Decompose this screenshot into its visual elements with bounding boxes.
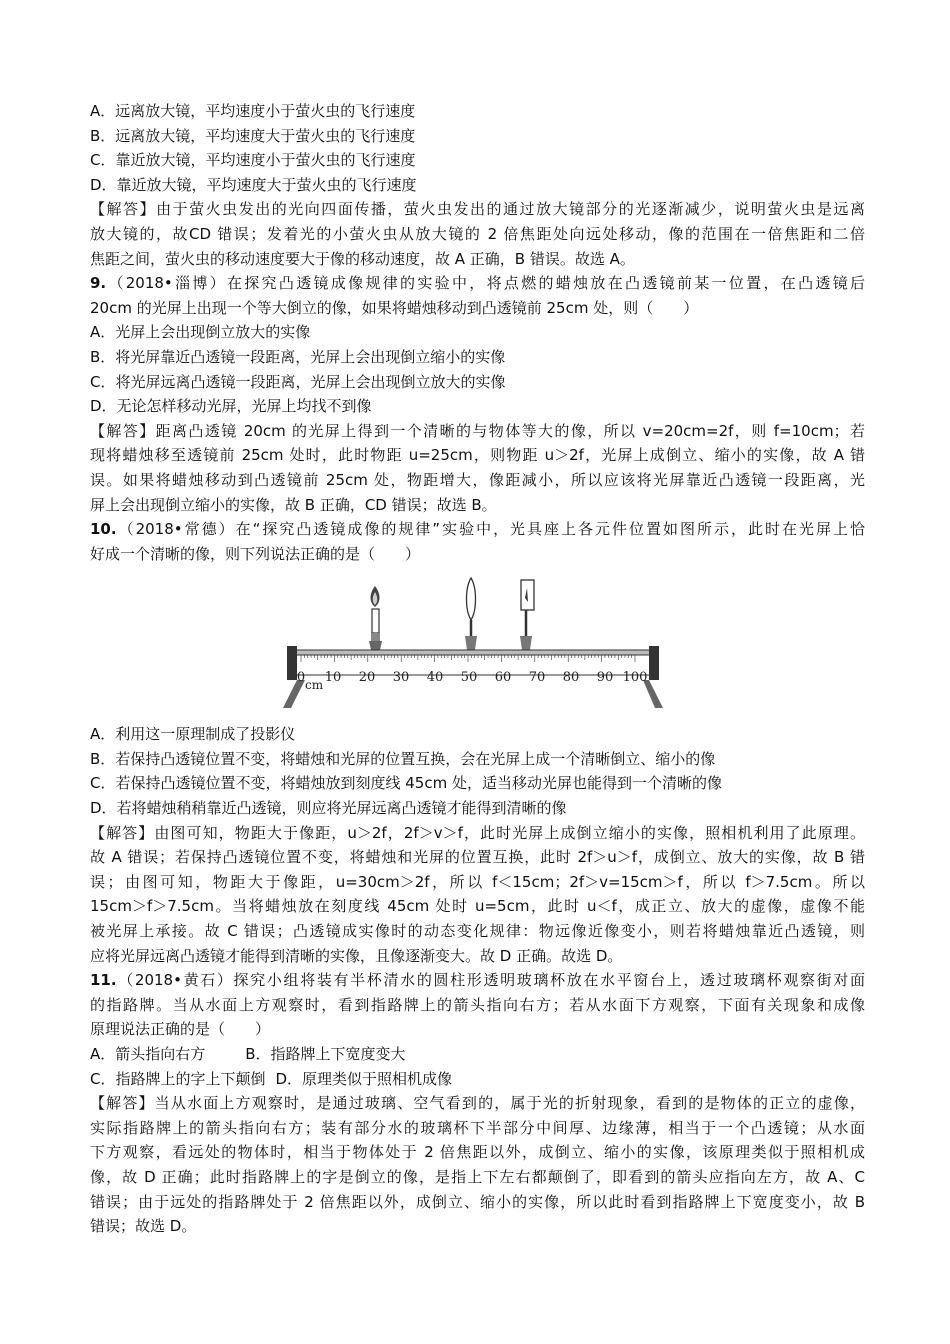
question-stem-line: 的指路牌。当从水面上方观察时，看到指路牌上的箭头指向右方；若从水面下方观察，下面有关现象和成像 bbox=[90, 995, 865, 1014]
option-d: D．无论怎样移动光屏，光屏上均找不到像 bbox=[90, 397, 372, 416]
question-8-options bbox=[90, 99, 865, 197]
tick-label: 30 bbox=[392, 670, 410, 686]
answer-line: 错误；由于远处的指路牌处于 2 倍焦距以外，成倒立、缩小的实像，所以此时看到指路牌上下宽度变小，故 B bbox=[90, 1192, 865, 1211]
ruler-unit: cm bbox=[305, 678, 324, 693]
question-stem-text: （2018•黄石）探究小组将装有半杯清水的圆柱形透明玻璃杯放在水平窗台上，透过玻璃杯观察街对面 bbox=[116, 971, 865, 990]
tick-label: 50 bbox=[460, 670, 478, 686]
tick-label: 70 bbox=[528, 670, 546, 686]
answer-line: 放大镜的，故CD 错误；发着光的小萤火虫从放大镜的 2 倍焦距处向远处移动，像的范围在一倍焦距和二倍 bbox=[90, 224, 865, 243]
document-page bbox=[90, 99, 865, 1239]
question-stem-text: （2018•常德）在“探究凸透镜成像的规律”实验中，光具座上各元件位置如图所示，此时在光屏上恰 bbox=[116, 520, 865, 539]
option-a: A．箭头指向右方 bbox=[90, 1045, 206, 1063]
answer-line: 实际指路牌上的箭头指向右方；装有部分水的玻璃杯下半部分中间厚、边缘薄，相当于一个凸透镜；从水面 bbox=[90, 1118, 865, 1137]
option-d: D．原理类似于照相机成像 bbox=[275, 1069, 453, 1088]
answer-line: 下方观察，看远处的物体时，相当于物体处于 2 倍焦距以外，成倒立、缩小的实像，该原理类似于照相机成 bbox=[90, 1143, 865, 1162]
question-stem-line bbox=[90, 271, 865, 296]
convex-lens bbox=[465, 578, 477, 650]
tick-label: 40 bbox=[426, 670, 444, 686]
question-number: 11. bbox=[90, 971, 117, 990]
question-11 bbox=[90, 968, 865, 1239]
question-number: 9. bbox=[90, 274, 107, 293]
option-c: C．指路牌上的字上下颠倒 bbox=[90, 1069, 266, 1088]
option-c: C．将光屏远离凸透镜一段距离，光屏上会出现倒立放大的实像 bbox=[90, 372, 506, 391]
answer-line: 【解答】距离凸透镜 20cm 的光屏上得到一个清晰的与物体等大的像，所以 v=20cm=2f，则 f=10cm；若 bbox=[90, 421, 865, 440]
answer-line: 误；由图可知，物距大于像距，u=30cm＞2f，所以 f＜15cm；2f＞v=15cm＞f，所以 f＞7.5cm。所以 bbox=[90, 872, 865, 891]
option-a: A．光屏上会出现倒立放大的实像 bbox=[90, 323, 311, 342]
answer-line: 【解答】当从水面上方观察时，是通过玻璃、空气看到的，属于光的折射现象，看到的是物体的正立的虚像， bbox=[90, 1094, 865, 1113]
tick-label: 100 bbox=[622, 670, 648, 686]
option-a: A．远离放大镜，平均速度小于萤火虫的飞行速度 bbox=[90, 102, 416, 120]
answer-line: 被光屏上承接。故 C 错误；凸透镜成实像时的动态变化规律：物远像近像变小，则若将蜡烛靠近凸透镜，则 bbox=[90, 922, 865, 941]
question-stem-line: 20cm 的光屏上出现一个等大倒立的像，如果将蜡烛移动到凸透镜前 25cm 处，则（ ） bbox=[90, 298, 699, 317]
answer-line: 像，故 D 正确；此时指路牌上的字是倒立的像，是指上下左右都颠倒了，即看到的箭头应指向左方，故 A、C bbox=[90, 1167, 865, 1186]
answer-line: 【解答】由图可知，物距大于像距，u＞2f，2f＞v＞f，此时光屏上成倒立缩小的实像，照相机利用了此原理。 bbox=[90, 823, 865, 842]
question-9 bbox=[90, 271, 865, 517]
option-c: C．靠近放大镜，平均速度小于萤火虫的飞行速度 bbox=[90, 151, 416, 170]
option-b: B．若保持凸透镜位置不变，将蜡烛和光屏的位置互换，会在光屏上成一个清晰倒立、缩小的像 bbox=[90, 749, 716, 768]
question-stem-line bbox=[90, 517, 865, 542]
tick-label: 90 bbox=[596, 670, 614, 686]
tick-label: 60 bbox=[494, 670, 512, 686]
question-stem-line: 好成一个清晰的像，则下列说法正确的是（ ） bbox=[90, 544, 421, 563]
option-c: C．若保持凸透镜位置不变，将蜡烛放到刻度线 45cm 处，适当移动光屏也能得到一个清晰的像 bbox=[90, 774, 722, 793]
light-screen bbox=[520, 580, 534, 650]
answer-line: 现将蜡烛移至透镜前 25cm 处时，此时物距 u=25cm，则物距 u＞2f，光屏上成倒立、缩小的实像，故 A 错 bbox=[90, 446, 865, 465]
option-b: B．远离放大镜，平均速度大于萤火虫的飞行速度 bbox=[90, 126, 416, 145]
option-b: B．将光屏靠近凸透镜一段距离，光屏上会出现倒立缩小的实像 bbox=[90, 347, 506, 366]
answer-line: 应将光屏远离凸透镜才能得到清晰的实像，且像逐渐变大。故 D 正确。故选 D。 bbox=[90, 946, 623, 965]
option-row bbox=[90, 1042, 865, 1067]
question-8-answer bbox=[90, 197, 865, 271]
option-d: D．靠近放大镜，平均速度大于萤火虫的飞行速度 bbox=[90, 175, 417, 194]
answer-line: 误。如果将蜡烛移动到凸透镜前 25cm 处，物距增大，像距减小，所以应该将光屏靠近凸透镜一段距离，光 bbox=[90, 470, 865, 489]
question-stem-line bbox=[90, 968, 865, 993]
option-row bbox=[90, 1067, 865, 1092]
answer-line: 错误；故选 D。 bbox=[90, 1217, 197, 1236]
tick-label: 80 bbox=[562, 670, 580, 686]
candle bbox=[369, 586, 382, 650]
tick-label: 10 bbox=[324, 670, 342, 686]
answer-line: 【解答】由于萤火虫发出的光向四面传播，萤火虫发出的通过放大镜部分的光逐渐减少，说明萤火虫是远离 bbox=[90, 200, 865, 219]
answer-line: 15cm＞f＞7.5cm。当将蜡烛放在刻度线 45cm 处时 u=5cm，此时 u＜f，成正立、放大的虚像，虚像不能 bbox=[90, 897, 865, 916]
optical-bench-diagram bbox=[283, 576, 663, 710]
answer-line: 故 A 错误；若保持凸透镜位置不变，将蜡烛和光屏的位置互换，此时 2f＞u＞f，成倒立、放大的实像，故 B 错 bbox=[90, 848, 865, 867]
option-d: D．若将蜡烛稍稍靠近凸透镜，则应将光屏远离凸透镜才能得到清晰的像 bbox=[90, 799, 567, 818]
optical-bench-figure bbox=[90, 570, 865, 720]
tick-label: 0 bbox=[296, 670, 306, 686]
tick-label: 20 bbox=[358, 670, 376, 686]
option-a: A．利用这一原理制成了投影仪 bbox=[90, 725, 296, 744]
question-stem-line: 原理说法正确的是（ ） bbox=[90, 1020, 271, 1039]
answer-line: 焦距之间，萤火虫的移动速度要大于像的移动速度，故 A 正确，B 错误。故选 A。 bbox=[90, 249, 635, 268]
question-number: 10. bbox=[90, 520, 117, 539]
question-10 bbox=[90, 517, 865, 968]
answer-line: 屏上会出现倒立缩小的实像，故 B 正确，CD 错误；故选 B。 bbox=[90, 495, 497, 514]
question-stem-text: （2018•淄博）在探究凸透镜成像规律的实验中，将点燃的蜡烛放在凸透镜前某一位置，在凸透镜后 bbox=[106, 274, 865, 293]
option-b: B．指路牌上下宽度变大 bbox=[245, 1045, 406, 1063]
